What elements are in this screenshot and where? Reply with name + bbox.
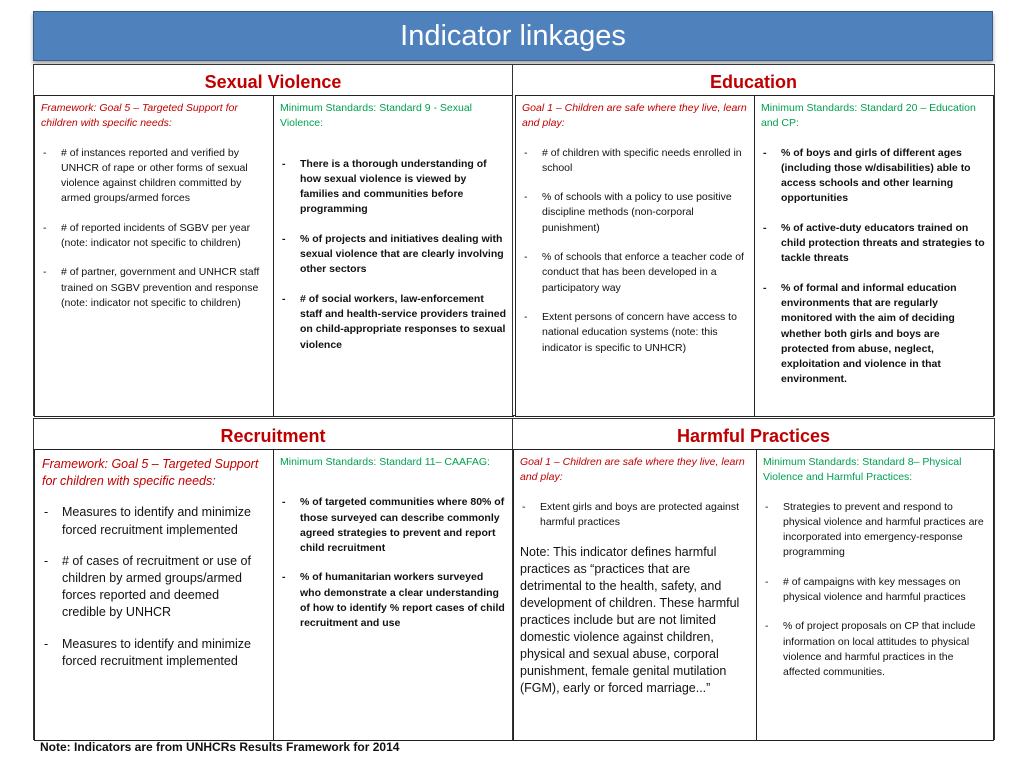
list-item: - Measures to identify and minimize forced recruitment implemented [42,636,266,670]
education-section [512,64,995,416]
section-heading: Education [709,72,797,92]
list-item: - # of social workers, law-enforcement staff and health-service providers trained on child-appropriate responses to sexual violence [280,292,507,353]
list-item: - Measures to identify and minimize forced recruitment implemented [42,504,266,538]
indicator-list [41,146,267,312]
section-heading: Sexual Violence [204,72,342,92]
panel-header: Framework: Goal 5 – Targeted Support for children with specific needs: [41,102,238,130]
list-item: - % of humanitarian workers surveyed who demonstrate a clear understanding of how to identify % report cases of child recruitment and use [280,570,507,631]
panel-header: Goal 1 – Children are safe where they live, learn and play: [520,456,745,484]
list-item: - # of campaigns with key messages on physical violence and harmful practices [763,575,987,606]
list-item: - # of partner, government and UNHCR staff trained on SGBV prevention and response (note: indicator not specific to children) [41,265,267,311]
list-item: - % of projects and initiatives dealing with sexual violence that are clearly involving other sectors [280,232,507,278]
indicator-list [763,500,987,681]
list-item: - % of formal and informal education environments that are regularly monitored with the aim of deciding whether both girls and boys are protected from abuse, neglect, exploitation and violence in that environment. [761,281,987,388]
definition-note: Note: This indicator defines harmful practices as “practices that are detrimental to the health, safety, and development of children. These harmful practices include but are not limited domestic violence against children, physical and sexual abuse, corporal punishment, female genital mutilation (FGM), early or forced marriage...” [520,545,740,696]
recruitment-section [33,418,513,740]
page-title: Indicator linkages [400,19,626,52]
indicator-list [522,146,748,356]
list-item: - % of active-duty educators trained on child protection threats and strategies to tackle threats [761,221,987,267]
panel-header: Framework: Goal 5 – Targeted Support for children with specific needs: [42,457,259,489]
list-item: - % of schools that enforce a teacher code of conduct that has been developed in a participatory way [522,250,748,296]
indicator-list [520,500,750,531]
standards-panel [273,449,514,741]
section-heading: Harmful Practices [676,426,831,446]
indicator-list [761,146,987,388]
section-heading: Recruitment [220,426,326,446]
list-item: - # of instances reported and verified by UNHCR of rape or other forms of sexual violence against children committed by armed groups/armed forces [41,146,267,207]
standards-panel [756,449,994,741]
list-item: - Extent persons of concern have access to national education systems (note: this indicator is specific to UNHCR) [522,310,748,356]
list-item: - % of project proposals on CP that include information on local attitudes to physical violence and harmful practices in the affected communities. [763,619,987,680]
panel-header: Minimum Standards: Standard 20 – Education and CP: [761,102,976,130]
harmful-practices-section [512,418,995,740]
footer-note: Note: Indicators are from UNHCRs Results Framework for 2014 [40,740,400,754]
framework-panel [515,95,755,417]
panel-header: Goal 1 – Children are safe where they live, learn and play: [522,102,747,130]
panel-header: Minimum Standards: Standard 9 - Sexual Violence: [280,102,473,130]
list-item: - # of cases of recruitment or use of children by armed groups/armed forces reported and deemed credible by UNHCR [42,553,266,622]
framework-panel [513,449,757,741]
panel-header: Minimum Standards: Standard 11– CAAFAG: [280,456,490,468]
list-item: - Extent girls and boys are protected against harmful practices [520,500,750,531]
framework-panel [34,95,274,417]
indicator-list [42,504,266,670]
standards-panel [273,95,514,417]
list-item: - % of targeted communities where 80% of those surveyed can describe commonly agreed strategies to prevent and report child recruitment [280,495,507,556]
indicator-list [280,157,507,353]
framework-panel [34,449,274,741]
panel-header: Minimum Standards: Standard 8– Physical Violence and Harmful Practices: [763,456,962,484]
standards-panel [754,95,994,417]
list-item: - % of boys and girls of different ages (including those w/disabilities) able to access schools and other learning opportunities [761,146,987,207]
indicator-list [280,495,507,631]
list-item: - Strategies to prevent and respond to physical violence and harmful practices are incorporated into emergency-response programming [763,500,987,561]
list-item: - # of children with specific needs enrolled in school [522,146,748,177]
list-item: - There is a thorough understanding of how sexual violence is viewed by families and communities before programming [280,157,507,218]
title-banner [33,11,993,61]
sexual-violence-section [33,64,513,416]
list-item: - # of reported incidents of SGBV per year (note: indicator not specific to children) [41,221,267,252]
list-item: - % of schools with a policy to use positive discipline methods (non-corporal punishment) [522,190,748,236]
